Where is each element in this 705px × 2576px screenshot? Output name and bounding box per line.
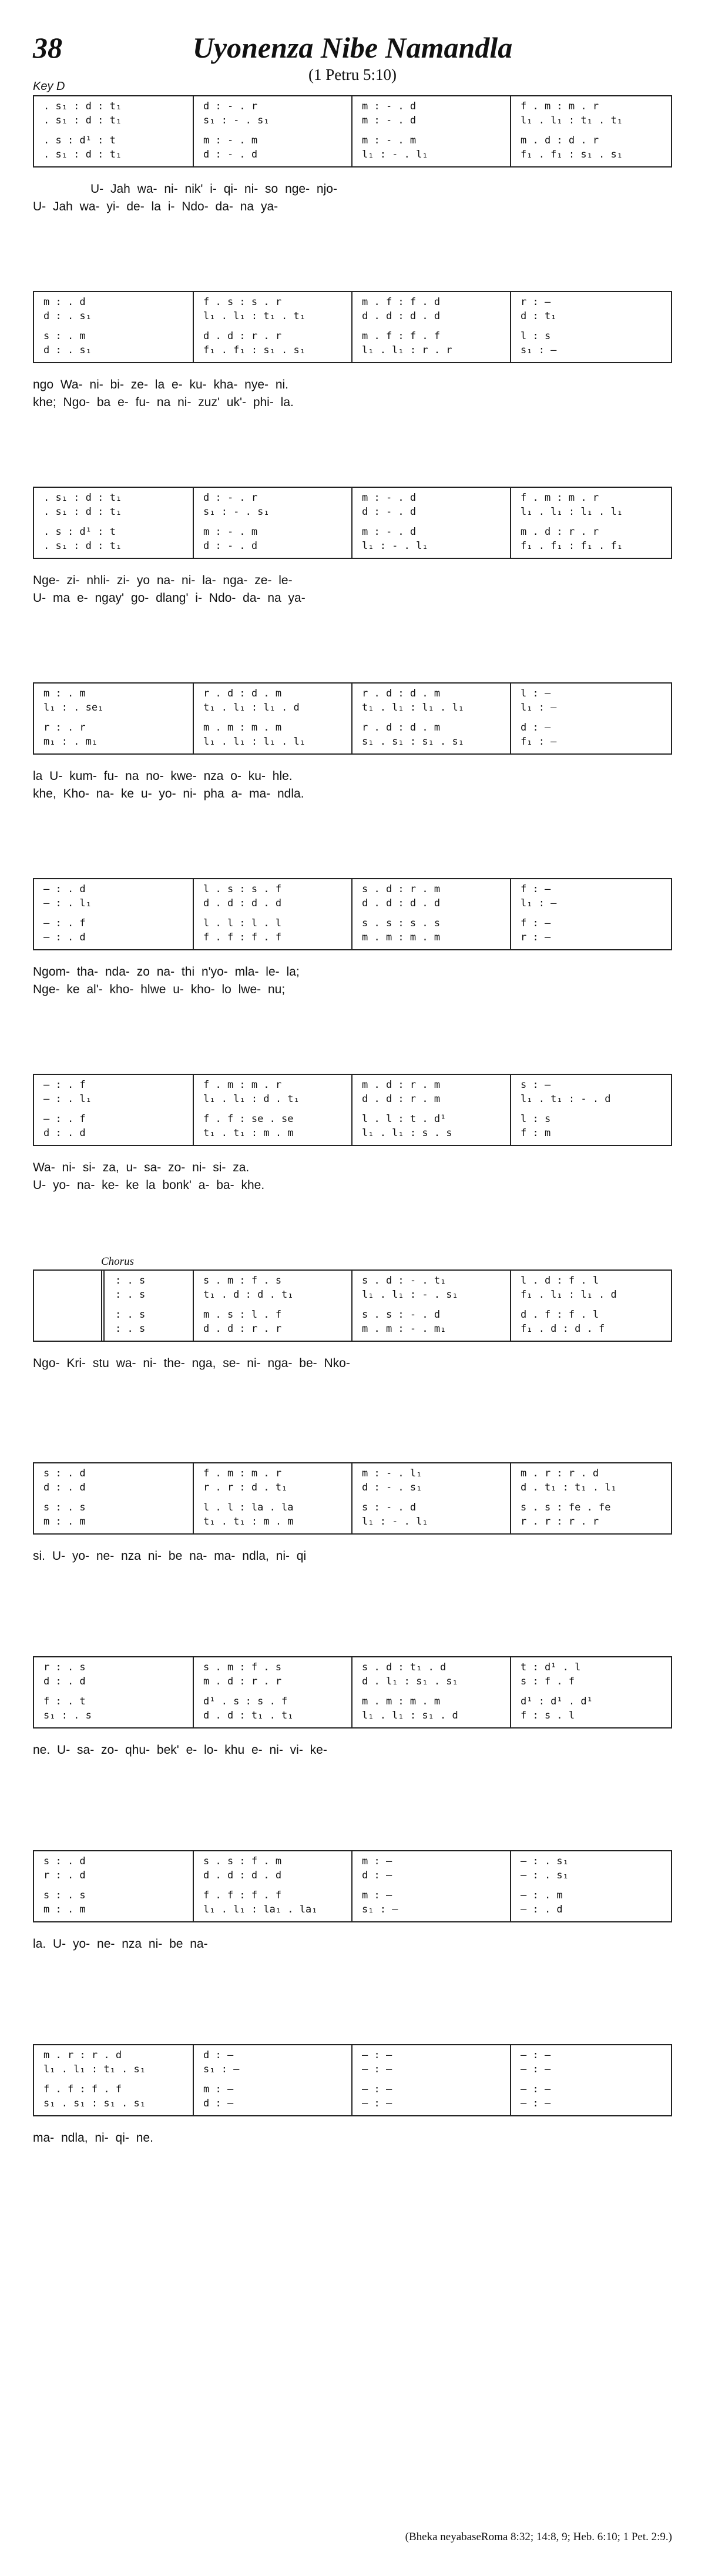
voice-line: r . d : d . m xyxy=(362,722,441,733)
voice-line: m : - . d xyxy=(362,101,417,112)
voice-line: s₁ : . s xyxy=(43,1710,92,1721)
voice-line: f : s . l xyxy=(521,1710,575,1721)
voice-line: l₁ . l₁ : l₁ . l₁ xyxy=(521,506,623,518)
measure xyxy=(106,1271,193,1341)
measure xyxy=(351,1075,510,1145)
voice-line: d : . d xyxy=(43,1676,86,1687)
score-system xyxy=(33,487,672,559)
voice-line: r . r : r . r xyxy=(521,1516,599,1527)
scripture-reference: (1 Petru 5:10) xyxy=(308,66,397,83)
voice-line: s . d : - . t₁ xyxy=(362,1275,446,1287)
voice-line: m . d : r . r xyxy=(203,1676,282,1687)
voice-line: f₁ . f₁ : s₁ . s₁ xyxy=(203,344,306,356)
voice-line: d . d : r . m xyxy=(362,1093,441,1105)
lyric-line: ne. U- sa- zo- qhu- bek' e- lo- khu e- ni- vi- ke- xyxy=(33,1743,327,1757)
voice-line: . s₁ : d : t₁ xyxy=(43,149,122,160)
voice-line: s : . s xyxy=(43,1502,86,1513)
voice-line: f . m : m . r xyxy=(521,492,599,504)
measure xyxy=(510,1271,673,1341)
measure xyxy=(351,1463,510,1533)
voice-line: f . m : m . r xyxy=(203,1468,282,1479)
lyric-line: U- yo- na- ke- ke la bonk' a- ba- khe. xyxy=(33,1178,265,1192)
voice-line: f . m : m . r xyxy=(203,1079,282,1091)
voice-line: — : — xyxy=(521,2049,551,2061)
voice-line: d . d : d . d xyxy=(203,897,282,909)
voice-line: m : . m xyxy=(43,1516,86,1527)
voice-line: s : - . d xyxy=(362,1502,417,1513)
lyric-line: U- Jah wa- yi- de- la i- Ndo- da- na ya- xyxy=(33,200,278,213)
voice-line: — : — xyxy=(521,2083,551,2095)
measure xyxy=(510,1851,673,1921)
lyric-line: Ngo- Kri- stu wa- ni- the- nga, se- ni- nga- be- Nko- xyxy=(33,1356,350,1370)
voice-line: — : . s₁ xyxy=(521,1855,569,1867)
measure xyxy=(351,1851,510,1921)
measure xyxy=(34,1657,193,1727)
voice-line: s . m : f . s xyxy=(203,1275,282,1287)
voice-line: m . s : l . f xyxy=(203,1309,282,1321)
voice-line: — : . f xyxy=(43,1113,86,1125)
voice-line: s : . s xyxy=(43,1890,86,1901)
voice-line: m . m : m . m xyxy=(362,1696,441,1707)
voice-line: m : . d xyxy=(43,296,86,308)
voice-line: l₁ : — xyxy=(521,897,557,909)
voice-line: r : — xyxy=(521,932,551,943)
voice-line: — : — xyxy=(362,2064,392,2075)
voice-line: f : . t xyxy=(43,1696,86,1707)
hymn-title: Uyonenza Nibe Namandla xyxy=(192,31,513,64)
measure xyxy=(193,1271,351,1341)
measure xyxy=(510,488,673,558)
lyric-line: la U- kum- fu- na no- kwe- nza o- ku- hle. xyxy=(33,769,293,783)
voice-line: s . s : fe . fe xyxy=(521,1502,611,1513)
voice-line: t : d¹ . l xyxy=(521,1661,581,1673)
voice-line: d : - . d xyxy=(362,506,417,518)
voice-line: t₁ . t₁ : m . m xyxy=(203,1127,294,1139)
score-system xyxy=(33,682,672,755)
voice-line: l₁ : - . l₁ xyxy=(362,1516,428,1527)
voice-line: f₁ . d : d . f xyxy=(521,1323,605,1335)
voice-line: f . f : f . f xyxy=(43,2083,122,2095)
measure xyxy=(34,488,193,558)
lyric-line: ma- ndla, ni- qi- ne. xyxy=(33,2131,153,2145)
voice-line: r : — xyxy=(521,296,551,308)
voice-line: t₁ . d : d . t₁ xyxy=(203,1289,294,1301)
voice-line: m : — xyxy=(362,1855,392,1867)
measure xyxy=(193,96,351,166)
score-system xyxy=(33,1269,672,1342)
lyric-line: Nge- zi- nhli- zi- yo na- ni- la- nga- ze- le- xyxy=(33,574,293,587)
voice-line: . s : d¹ : t xyxy=(43,526,116,538)
measure xyxy=(193,488,351,558)
voice-line: d : — xyxy=(203,2098,234,2109)
voice-line: f : m xyxy=(521,1127,551,1139)
voice-line: m . r : r . d xyxy=(43,2049,122,2061)
lyric-line: ngo Wa- ni- bi- ze- la e- ku- kha- nye- ni. xyxy=(33,378,289,391)
voice-line: m . m : - . m₁ xyxy=(362,1323,446,1335)
voice-line: r : . s xyxy=(43,1661,86,1673)
voice-line: d : — xyxy=(203,2049,234,2061)
measure xyxy=(510,1657,673,1727)
voice-line: d . l₁ : s₁ . s₁ xyxy=(362,1676,458,1687)
measure xyxy=(510,684,673,753)
voice-line: — : — xyxy=(362,2083,392,2095)
voice-line: l₁ . l₁ : t₁ . t₁ xyxy=(521,115,623,126)
voice-line: l₁ . l₁ : la₁ . la₁ xyxy=(203,1904,318,1915)
voice-line: — : . m xyxy=(521,1890,563,1901)
voice-line: l₁ . l₁ : s . s xyxy=(362,1127,452,1139)
voice-line: l₁ . l₁ : d . t₁ xyxy=(203,1093,300,1105)
voice-line: t₁ . l₁ : l₁ . l₁ xyxy=(362,702,464,713)
voice-line: r . d : d . m xyxy=(203,688,282,699)
voice-line: m₁ : . m₁ xyxy=(43,736,98,748)
measure xyxy=(34,1075,193,1145)
voice-line: t₁ . l₁ : l₁ . d xyxy=(203,702,300,713)
voice-line: l₁ . t₁ : - . d xyxy=(521,1093,611,1105)
measure xyxy=(351,96,510,166)
voice-line: l₁ : - . l₁ xyxy=(362,149,428,160)
voice-line: l . l : t . d¹ xyxy=(362,1113,446,1125)
voice-line: f₁ : — xyxy=(521,736,557,748)
voice-line: l₁ . l₁ : l₁ . l₁ xyxy=(203,736,306,748)
voice-line: : . s xyxy=(115,1289,146,1301)
measure xyxy=(351,2045,510,2115)
voice-line: m . m : m . m xyxy=(203,722,282,733)
measure xyxy=(193,292,351,362)
voice-line: s : — xyxy=(521,1079,551,1091)
voice-line: d : - . d xyxy=(203,149,258,160)
voice-line: — : . l₁ xyxy=(43,897,92,909)
voice-line: l : s xyxy=(521,1113,551,1125)
page-number: 38 xyxy=(33,31,62,64)
voice-line: l₁ . l₁ : - . s₁ xyxy=(362,1289,458,1301)
lyric-line: U- Jah wa- ni- nik' i- qi- ni- so nge- njo- xyxy=(90,182,337,196)
voice-line: d : - . s₁ xyxy=(362,1482,422,1493)
voice-line: d . d : d . d xyxy=(362,310,441,322)
score-system xyxy=(33,878,672,950)
lyric-line: Nge- ke al'- kho- hlwe u- kho- lo lwe- nu; xyxy=(33,983,286,996)
voice-line: l : s xyxy=(521,330,551,342)
voice-line: l₁ : - . l₁ xyxy=(362,540,428,552)
voice-line: d . f : f . l xyxy=(521,1309,599,1321)
voice-line: m . d : r . m xyxy=(362,1079,441,1091)
voice-line: s : . d xyxy=(43,1468,86,1479)
voice-line: f₁ . f₁ : s₁ . s₁ xyxy=(521,149,623,160)
voice-line: — : — xyxy=(362,2049,392,2061)
voice-line: m . f : f . f xyxy=(362,330,441,342)
voice-line: — : . d xyxy=(43,883,86,895)
voice-line: d : . s₁ xyxy=(43,310,92,322)
double-barline xyxy=(101,1271,105,1341)
measure xyxy=(351,292,510,362)
measure xyxy=(34,2045,193,2115)
voice-line: d¹ . s : s . f xyxy=(203,1696,288,1707)
voice-line: s . s : f . m xyxy=(203,1855,282,1867)
voice-line: l₁ . l₁ : t₁ . t₁ xyxy=(203,310,306,322)
measure xyxy=(510,1075,673,1145)
measure xyxy=(351,1271,510,1341)
measure xyxy=(510,879,673,949)
voice-line: d . d : r . r xyxy=(203,1323,282,1335)
voice-line: r . r : d . t₁ xyxy=(203,1482,288,1493)
measure xyxy=(193,1075,351,1145)
voice-line: s . s : s . s xyxy=(362,917,441,929)
voice-line: — : . s₁ xyxy=(521,1870,569,1881)
lyric-line: la. U- yo- ne- nza ni- be na- xyxy=(33,1937,208,1951)
score-system xyxy=(33,291,672,363)
measure xyxy=(34,684,193,753)
lyric-line: si. U- yo- ne- nza ni- be na- ma- ndla, ni- qi xyxy=(33,1549,307,1563)
score-system xyxy=(33,1074,672,1146)
measure xyxy=(351,488,510,558)
voice-line: f . f : f . f xyxy=(203,1890,282,1901)
voice-line: l₁ . l₁ : r . r xyxy=(362,344,452,356)
voice-line: s₁ : - . s₁ xyxy=(203,506,270,518)
voice-line: r : . r xyxy=(43,722,86,733)
voice-line: m : — xyxy=(362,1890,392,1901)
voice-line: f . f : f . f xyxy=(203,932,282,943)
measure xyxy=(34,96,193,166)
voice-line: m . r : r . d xyxy=(521,1468,599,1479)
voice-line: r . d : d . m xyxy=(362,688,441,699)
score-system xyxy=(33,1462,672,1535)
measure xyxy=(510,2045,673,2115)
measure xyxy=(193,2045,351,2115)
voice-line: d . t₁ : t₁ . l₁ xyxy=(521,1482,617,1493)
voice-line: s₁ . s₁ : s₁ . s₁ xyxy=(362,736,464,748)
voice-line: s . d : t₁ . d xyxy=(362,1661,446,1673)
voice-line: m . f : f . d xyxy=(362,296,441,308)
measure xyxy=(34,292,193,362)
voice-line: f : — xyxy=(521,883,551,895)
voice-line: m : - . m xyxy=(203,526,258,538)
voice-line: f₁ . l₁ : l₁ . d xyxy=(521,1289,617,1301)
voice-line: t₁ . t₁ : m . m xyxy=(203,1516,294,1527)
voice-line: d : . d xyxy=(43,1482,86,1493)
lyric-line: Wa- ni- si- za, u- sa- zo- ni- si- za. xyxy=(33,1161,250,1174)
measure xyxy=(193,684,351,753)
voice-line: s : f . f xyxy=(521,1676,575,1687)
voice-line: d¹ : d¹ . d¹ xyxy=(521,1696,593,1707)
voice-line: l : — xyxy=(521,688,551,699)
score-system xyxy=(33,1656,672,1729)
measure xyxy=(193,1851,351,1921)
voice-line: d . d : r . r xyxy=(203,330,282,342)
score-system xyxy=(33,2044,672,2116)
measure xyxy=(510,96,673,166)
voice-line: — : . f xyxy=(43,1079,86,1091)
score-system xyxy=(33,95,672,168)
voice-line: l₁ : . se₁ xyxy=(43,702,104,713)
voice-line: d . d : d . d xyxy=(203,1870,282,1881)
voice-line: — : . f xyxy=(43,917,86,929)
voice-line: — : — xyxy=(362,2098,392,2109)
lyric-line: khe, Kho- na- ke u- yo- ni- pha a- ma- ndla. xyxy=(33,787,304,800)
voice-line: f : — xyxy=(521,917,551,929)
voice-line: m : . m xyxy=(43,1904,86,1915)
voice-line: d : - . d xyxy=(203,540,258,552)
lyric-line: khe; Ngo- ba e- fu- na ni- zuz' uk'- phi- la. xyxy=(33,396,294,409)
measure xyxy=(193,879,351,949)
measure xyxy=(34,879,193,949)
voice-line: m : - . d xyxy=(362,492,417,504)
voice-line: s . d : r . m xyxy=(362,883,441,895)
lyric-line: U- ma e- ngay' go- dlang' i- Ndo- da- na ya- xyxy=(33,591,306,605)
voice-line: r : . d xyxy=(43,1870,86,1881)
chorus-label: Chorus xyxy=(101,1255,134,1268)
voice-line: — : . d xyxy=(521,1904,563,1915)
voice-line: d : — xyxy=(521,722,551,733)
voice-line: s₁ : — xyxy=(521,344,557,356)
voice-line: : . s xyxy=(115,1323,146,1335)
voice-line: l₁ : — xyxy=(521,702,557,713)
voice-line: — : — xyxy=(521,2098,551,2109)
voice-line: l . s : s . f xyxy=(203,883,282,895)
voice-line: m : - . l₁ xyxy=(362,1468,422,1479)
voice-line: — : . l₁ xyxy=(43,1093,92,1105)
voice-line: m : - . d xyxy=(362,526,417,538)
measure xyxy=(351,879,510,949)
voice-line: l . d : f . l xyxy=(521,1275,599,1287)
voice-line: . s : d¹ : t xyxy=(43,135,116,146)
voice-line: d : — xyxy=(362,1870,392,1881)
voice-line: f . m : m . r xyxy=(521,101,599,112)
lyric-line: Ngom- tha- nda- zo na- thi n'yo- mla- le- la; xyxy=(33,965,300,979)
voice-line: d : . d xyxy=(43,1127,86,1139)
voice-line: s₁ : - . s₁ xyxy=(203,115,270,126)
voice-line: . s₁ : d : t₁ xyxy=(43,101,122,112)
voice-line: f . s : s . r xyxy=(203,296,282,308)
voice-line: m : . m xyxy=(43,688,86,699)
voice-line: d . d : d . d xyxy=(362,897,441,909)
voice-line: . s₁ : d : t₁ xyxy=(43,506,122,518)
measure xyxy=(193,1463,351,1533)
voice-line: m . m : m . m xyxy=(362,932,441,943)
voice-line: s . s : - . d xyxy=(362,1309,441,1321)
measure xyxy=(34,1463,193,1533)
measure xyxy=(34,1851,193,1921)
voice-line: s . m : f . s xyxy=(203,1661,282,1673)
voice-line: : . s xyxy=(115,1309,146,1321)
voice-line: . s₁ : d : t₁ xyxy=(43,492,122,504)
voice-line: — : — xyxy=(521,2064,551,2075)
voice-line: l₁ . l₁ : t₁ . s₁ xyxy=(43,2064,146,2075)
score-system xyxy=(33,1850,672,1922)
voice-line: m . d : r . r xyxy=(521,526,599,538)
voice-line: . s₁ : d : t₁ xyxy=(43,115,122,126)
voice-line: m . d : d . r xyxy=(521,135,599,146)
voice-line: d : t₁ xyxy=(521,310,557,322)
measure xyxy=(193,1657,351,1727)
measure xyxy=(351,684,510,753)
measure xyxy=(510,1463,673,1533)
voice-line: d : - . r xyxy=(203,492,258,504)
voice-line: : . s xyxy=(115,1275,146,1287)
voice-line: . s₁ : d : t₁ xyxy=(43,540,122,552)
voice-line: l . l : l . l xyxy=(203,917,282,929)
voice-line: — : . d xyxy=(43,932,86,943)
measure xyxy=(351,1657,510,1727)
measure xyxy=(510,292,673,362)
voice-line: f . f : se . se xyxy=(203,1113,294,1125)
voice-line: m : - . m xyxy=(362,135,417,146)
voice-line: m : — xyxy=(203,2083,234,2095)
voice-line: l₁ . l₁ : s₁ . d xyxy=(362,1710,458,1721)
voice-line: s : . d xyxy=(43,1855,86,1867)
voice-line: l . l : la . la xyxy=(203,1502,294,1513)
key-signature: Key D xyxy=(33,80,65,93)
voice-line: d : - . r xyxy=(203,101,258,112)
voice-line: m : - . m xyxy=(203,135,258,146)
voice-line: m : - . d xyxy=(362,115,417,126)
voice-line: s₁ : — xyxy=(203,2064,240,2075)
footnote-references: (Bheka neyabaseRoma 8:32; 14:8, 9; Heb. 6:10; 1 Pet. 2:9.) xyxy=(405,2531,672,2543)
voice-line: s₁ . s₁ : s₁ . s₁ xyxy=(43,2098,146,2109)
voice-line: d . d : t₁ . t₁ xyxy=(203,1710,294,1721)
voice-line: d : . s₁ xyxy=(43,344,92,356)
voice-line: f₁ . f₁ : f₁ . f₁ xyxy=(521,540,623,552)
voice-line: s : . m xyxy=(43,330,86,342)
voice-line: s₁ : — xyxy=(362,1904,398,1915)
